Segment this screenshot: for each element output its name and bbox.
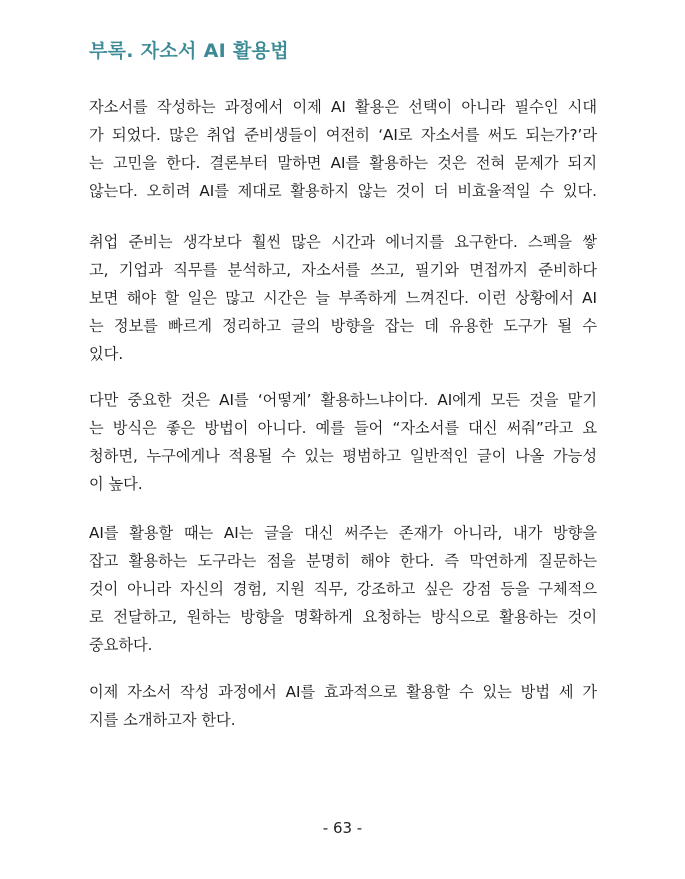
paragraph-line: 이 높다. — [89, 475, 143, 493]
paragraph-4 — [89, 519, 597, 659]
paragraph-3 — [89, 386, 597, 498]
paragraph-line: 는 정보를 빠르게 정리하고 글의 방향을 잡는 데 유용한 도구가 될 수 — [89, 317, 597, 335]
paragraph-2 — [89, 228, 597, 368]
paragraph-line: 중요하다. — [89, 636, 153, 654]
paragraph-line: 있다. — [89, 345, 124, 363]
paragraph-line: 잡고 활용하는 도구라는 점을 분명히 해야 한다. 즉 막연하게 질문하는 — [89, 552, 597, 570]
paragraph-1 — [89, 93, 597, 205]
paragraph-line: 지를 소개하고자 한다. — [89, 711, 236, 729]
paragraph-line: 않는다. 오히려 AI를 제대로 활용하지 않는 것이 더 비효율적일 수 있다. — [89, 182, 597, 200]
paragraph-line: 는 고민을 한다. 결론부터 말하면 AI를 활용하는 것은 전혀 문제가 되지 — [89, 154, 597, 172]
paragraph-line: 다만 중요한 것은 AI를 ‘어떻게’ 활용하느냐이다. AI에게 모든 것을 맡기 — [89, 391, 597, 409]
paragraph-line: 보면 해야 할 일은 많고 시간은 늘 부족하게 느껴진다. 이런 상황에서 AI — [89, 289, 597, 307]
paragraph-line: 취업 준비는 생각보다 훨씬 많은 시간과 에너지를 요구한다. 스펙을 쌓 — [89, 233, 597, 251]
paragraph-line: 청하면, 누구에게나 적용될 수 있는 평범하고 일반적인 글이 나올 가능성 — [89, 447, 597, 465]
paragraph-line: AI를 활용할 때는 AI는 글을 대신 써주는 존재가 아니라, 내가 방향을 — [89, 524, 597, 542]
paragraph-line: 는 방식은 좋은 방법이 아니다. 예를 들어 “자소서를 대신 써줘”라고 요 — [89, 419, 597, 437]
page-number: - 63 - — [322, 819, 363, 837]
section-heading: 부록. 자소서 AI 활용법 — [89, 40, 289, 62]
paragraph-5 — [89, 678, 597, 734]
paragraph-line: 고, 기업과 직무를 분석하고, 자소서를 쓰고, 필기와 면접까지 준비하다 — [89, 261, 597, 279]
paragraph-line: 이제 자소서 작성 과정에서 AI를 효과적으로 활용할 수 있는 방법 세 가 — [89, 683, 597, 701]
paragraph-line: 로 전달하고, 원하는 방향을 명확하게 요청하는 방식으로 활용하는 것이 — [89, 608, 597, 626]
paragraph-line: 자소서를 작성하는 과정에서 이제 AI 활용은 선택이 아니라 필수인 시대 — [89, 98, 597, 116]
paragraph-line: 가 되었다. 많은 취업 준비생들이 여전히 ‘AI로 자소서를 써도 되는가?’라 — [89, 126, 597, 144]
paragraph-line: 것이 아니라 자신의 경험, 지원 직무, 강조하고 싶은 강점 등을 구체적으 — [89, 580, 597, 598]
